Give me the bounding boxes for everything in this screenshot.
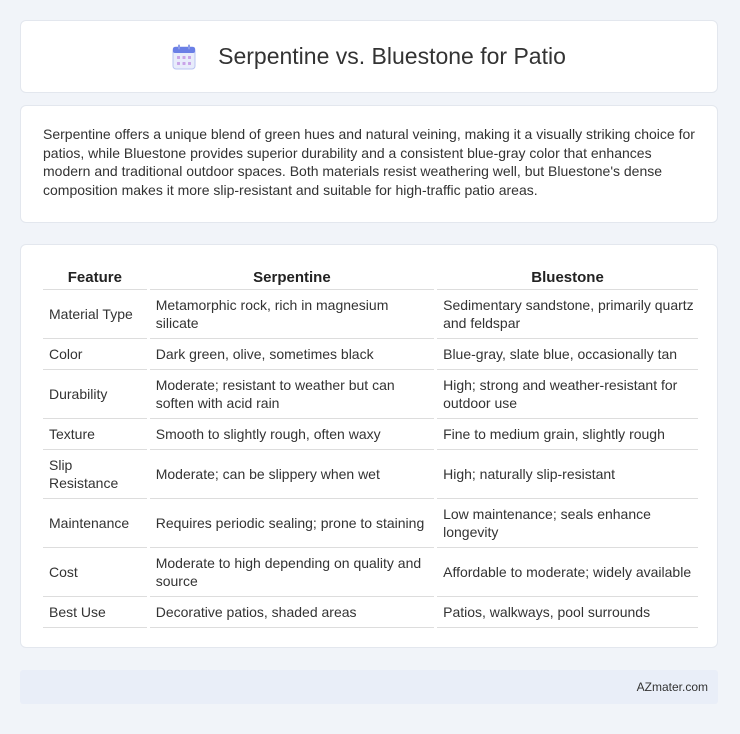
feature-cell: Cost: [43, 548, 147, 597]
column-header-feature: Feature: [43, 265, 147, 290]
comparison-table-card: [20, 244, 718, 648]
table-row: [43, 499, 698, 548]
serpentine-cell: Smooth to slightly rough, often waxy: [150, 419, 434, 450]
column-header-serpentine: Serpentine: [150, 265, 434, 290]
serpentine-cell: Dark green, olive, sometimes black: [150, 339, 434, 370]
bluestone-cell: Sedimentary sandstone, primarily quartz and feldspar: [437, 290, 698, 339]
table-row: [43, 290, 698, 339]
serpentine-cell: Moderate; resistant to weather but can soften with acid rain: [150, 370, 434, 419]
bluestone-cell: Patios, walkways, pool surrounds: [437, 597, 698, 628]
bluestone-cell: High; naturally slip-resistant: [437, 450, 698, 499]
header-card: [20, 20, 718, 93]
table-row: [43, 339, 698, 370]
serpentine-cell: Metamorphic rock, rich in magnesium silicate: [150, 290, 434, 339]
feature-cell: Best Use: [43, 597, 147, 628]
table-row: [43, 597, 698, 628]
bluestone-cell: High; strong and weather-resistant for outdoor use: [437, 370, 698, 419]
table-row: [43, 370, 698, 419]
footer: [20, 670, 718, 704]
serpentine-cell: Moderate; can be slippery when wet: [150, 450, 434, 499]
feature-cell: Texture: [43, 419, 147, 450]
table-row: [43, 419, 698, 450]
footer-brand: AZmater.com: [636, 680, 708, 694]
feature-cell: Material Type: [43, 290, 147, 339]
summary-text: Serpentine offers a unique blend of green hues and natural veining, making it a visually striking choice for patios, while Bluestone provides superior durability and a consistent blue-gray color that enhances modern and traditional outdoor spaces. Both materials resist weathering well, but Bluestone's dense composition makes it more slip-resistant and suitable for high-traffic patio areas.: [43, 126, 695, 198]
bluestone-cell: Blue-gray, slate blue, occasionally tan: [437, 339, 698, 370]
table-header-row: [43, 265, 698, 290]
feature-cell: Maintenance: [43, 499, 147, 548]
comparison-table: [40, 265, 701, 628]
summary-card: [20, 105, 718, 223]
feature-cell: Durability: [43, 370, 147, 419]
serpentine-cell: Requires periodic sealing; prone to staining: [150, 499, 434, 548]
feature-cell: Slip Resistance: [43, 450, 147, 499]
bluestone-cell: Fine to medium grain, slightly rough: [437, 419, 698, 450]
table-row: [43, 548, 698, 597]
bluestone-cell: Affordable to moderate; widely available: [437, 548, 698, 597]
table-row: [43, 450, 698, 499]
page-title: Serpentine vs. Bluestone for Patio: [218, 43, 566, 69]
column-header-bluestone: Bluestone: [437, 265, 698, 290]
serpentine-cell: Moderate to high depending on quality and source: [150, 548, 434, 597]
serpentine-cell: Decorative patios, shaded areas: [150, 597, 434, 628]
calendar-icon: [172, 44, 196, 70]
bluestone-cell: Low maintenance; seals enhance longevity: [437, 499, 698, 548]
feature-cell: Color: [43, 339, 147, 370]
